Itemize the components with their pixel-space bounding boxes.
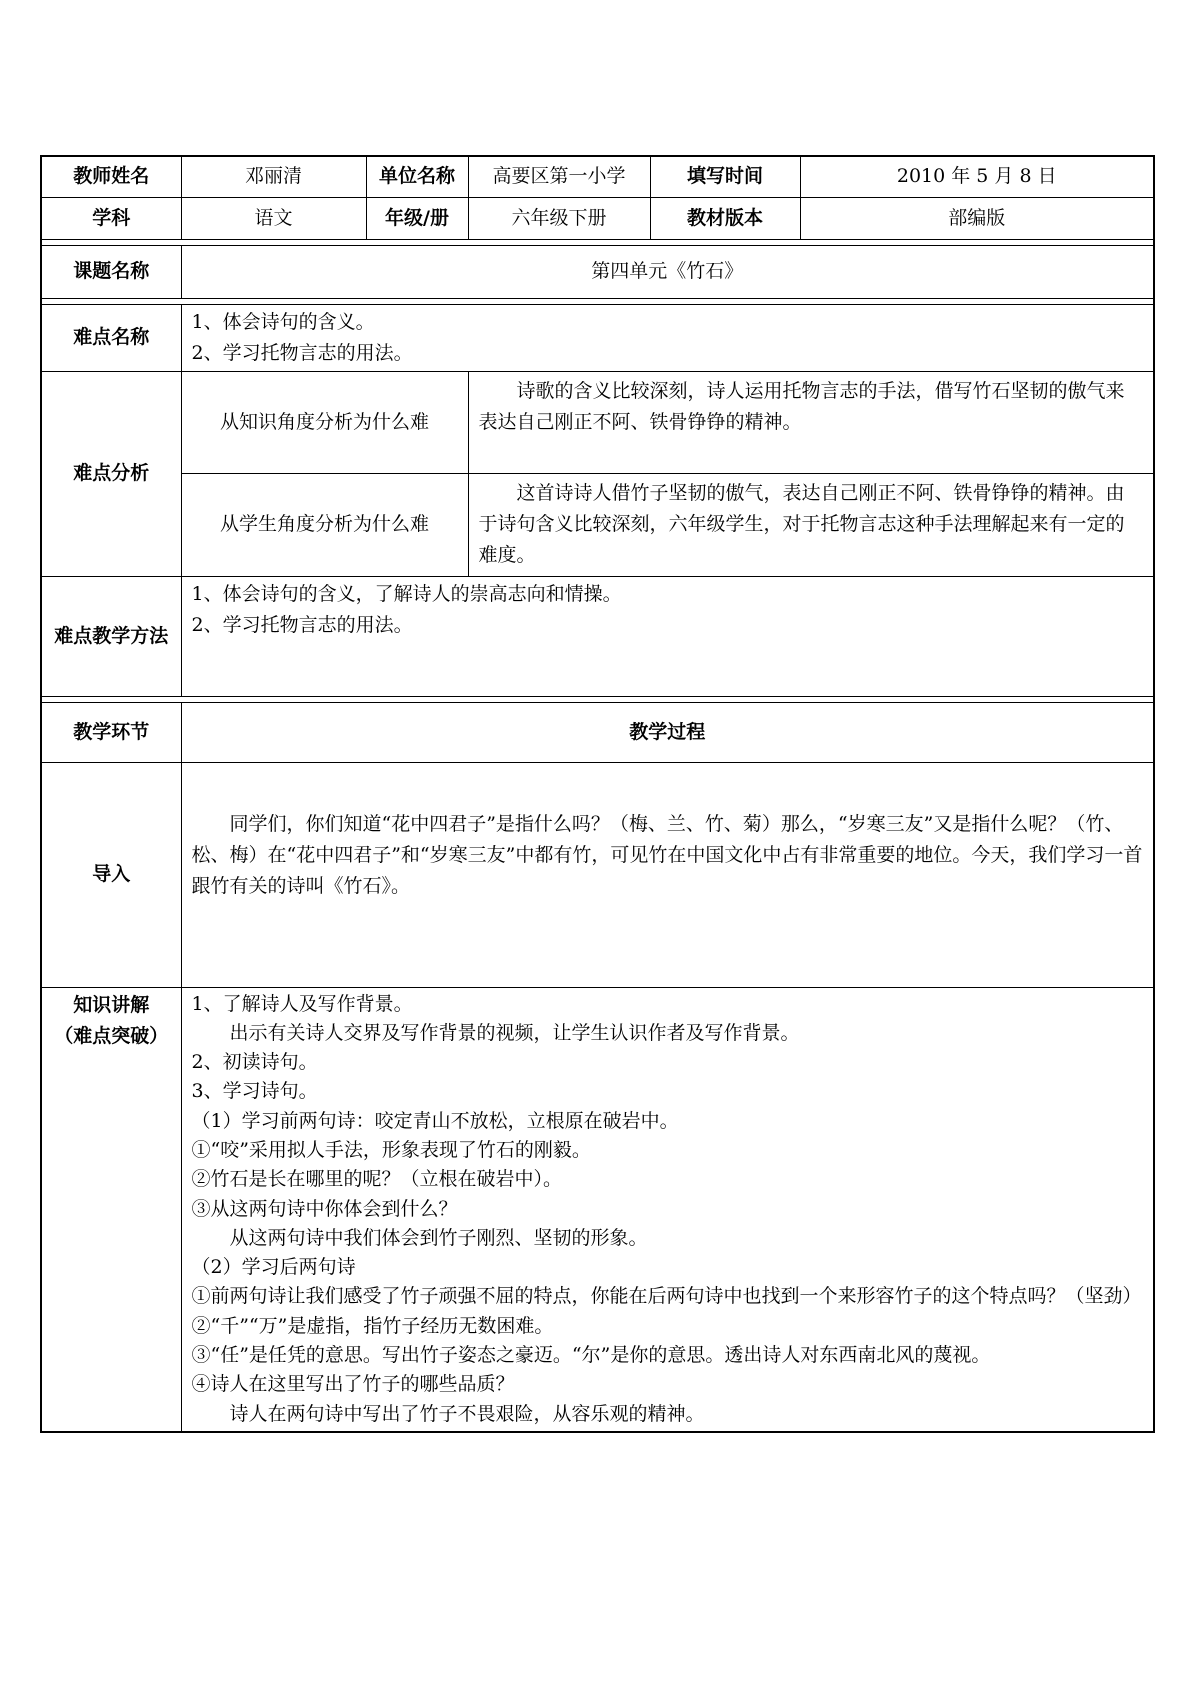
date-label: 填写时间 (650, 156, 800, 197)
topic-label: 课题名称 (41, 245, 181, 298)
knowledge-line: 出示有关诗人交界及写作背景的视频，让学生认识作者及写作背景。 (229, 1021, 800, 1044)
knowledge-line: ②竹石是长在哪里的呢？（立根在破岩中）。 (191, 1168, 563, 1191)
edition-label: 教材版本 (650, 197, 800, 239)
difficulty-line-1: 1、体会诗句的含义。 (191, 310, 375, 333)
method-content (181, 576, 1154, 696)
knowledge-line: 1、了解诗人及写作背景。 (191, 992, 413, 1015)
method-label: 难点教学方法 (41, 576, 181, 696)
knowledge-line: 2、初读诗句。 (191, 1051, 318, 1074)
knowledge-line: ③从这两句诗中你体会到什么？ (191, 1197, 458, 1220)
topic-row (41, 245, 1154, 298)
analysis-row-student (41, 473, 1154, 576)
header-row-2 (41, 197, 1154, 239)
knowledge-line: 3、学习诗句。 (191, 1080, 318, 1103)
difficulty-row (41, 304, 1154, 371)
header-row-1 (41, 156, 1154, 197)
analysis-row-knowledge (41, 371, 1154, 473)
unit-value: 高要区第一小学 (468, 156, 650, 197)
edition-value: 部编版 (800, 197, 1154, 239)
knowledge-row (41, 987, 1154, 1432)
intro-label: 导入 (41, 762, 181, 987)
student-angle-text: 这首诗诗人借竹子坚韧的傲气，表达自己刚正不阿、铁骨铮铮的精神。由于诗句含义比较深刻，六年级学生，对于托物言志这种手法理解起来有一定的难度。 (468, 473, 1154, 576)
method-row (41, 576, 1154, 696)
knowledge-line: ④诗人在这里写出了竹子的哪些品质？ (191, 1373, 515, 1396)
process-header-row (41, 702, 1154, 762)
subject-value: 语文 (181, 197, 366, 239)
student-angle-label: 从学生角度分析为什么难 (181, 473, 468, 576)
knowledge-angle-label: 从知识角度分析为什么难 (181, 371, 468, 473)
knowledge-angle-text: 诗歌的含义比较深刻，诗人运用托物言志的手法，借写竹石坚韧的傲气来表达自己刚正不阿、铁骨铮铮的精神。 (468, 371, 1154, 473)
difficulty-label: 难点名称 (41, 304, 181, 371)
knowledge-line: ①前两句诗让我们感受了竹子顽强不屈的特点，你能在后两句诗中也找到一个来形容竹子的这个特点吗？（坚劲） (191, 1285, 1142, 1308)
knowledge-line: ③“任”是任凭的意思。写出竹子姿态之豪迈。“尔”是你的意思。透出诗人对东西南北风的蔑视。 (191, 1344, 991, 1367)
difficulty-content (181, 304, 1154, 371)
knowledge-line: ②“千”“万”是虚指，指竹子经历无数困难。 (191, 1314, 554, 1337)
analysis-label: 难点分析 (41, 371, 181, 576)
topic-value: 第四单元《竹石》 (181, 245, 1154, 298)
grade-value: 六年级下册 (468, 197, 650, 239)
difficulty-line-2: 2、学习托物言志的用法。 (191, 341, 413, 364)
process-label: 教学过程 (181, 702, 1154, 762)
method-line-1: 1、体会诗句的含义，了解诗人的崇高志向和情操。 (191, 582, 622, 605)
stage-label: 教学环节 (41, 702, 181, 762)
intro-text: 同学们，你们知道“花中四君子”是指什么吗？（梅、兰、竹、菊）那么，“岁寒三友”又是指什么呢？（竹、松、梅）在“花中四君子”和“岁寒三友”中都有竹，可见竹在中国文化中占有非常重要的地位。今天，我们学习一首跟竹有关的诗叫《竹石》。 (181, 762, 1154, 987)
teacher-value: 邓丽清 (181, 156, 366, 197)
knowledge-label-line-1: 知识讲解 (73, 993, 150, 1016)
knowledge-label-line-2: （难点突破） (54, 1024, 169, 1047)
knowledge-line: ①“咬”采用拟人手法，形象表现了竹石的刚毅。 (191, 1138, 591, 1161)
method-line-2: 2、学习托物言志的用法。 (191, 613, 413, 636)
knowledge-label (41, 987, 181, 1432)
intro-row (41, 762, 1154, 987)
knowledge-line: 从这两句诗中我们体会到竹子刚烈、坚韧的形象。 (229, 1226, 648, 1249)
unit-label: 单位名称 (366, 156, 468, 197)
lesson-plan-table (40, 155, 1155, 1433)
knowledge-line: 诗人在两句诗中写出了竹子不畏艰险，从容乐观的精神。 (229, 1402, 705, 1425)
lesson-plan-page (40, 155, 1153, 1433)
knowledge-line: （2）学习后两句诗 (191, 1256, 356, 1279)
grade-label: 年级/册 (366, 197, 468, 239)
teacher-label: 教师姓名 (41, 156, 181, 197)
date-value: 2010 年 5 月 8 日 (800, 156, 1154, 197)
knowledge-content (181, 987, 1154, 1432)
knowledge-line: （1）学习前两句诗：咬定青山不放松，立根原在破岩中。 (191, 1109, 679, 1132)
subject-label: 学科 (41, 197, 181, 239)
